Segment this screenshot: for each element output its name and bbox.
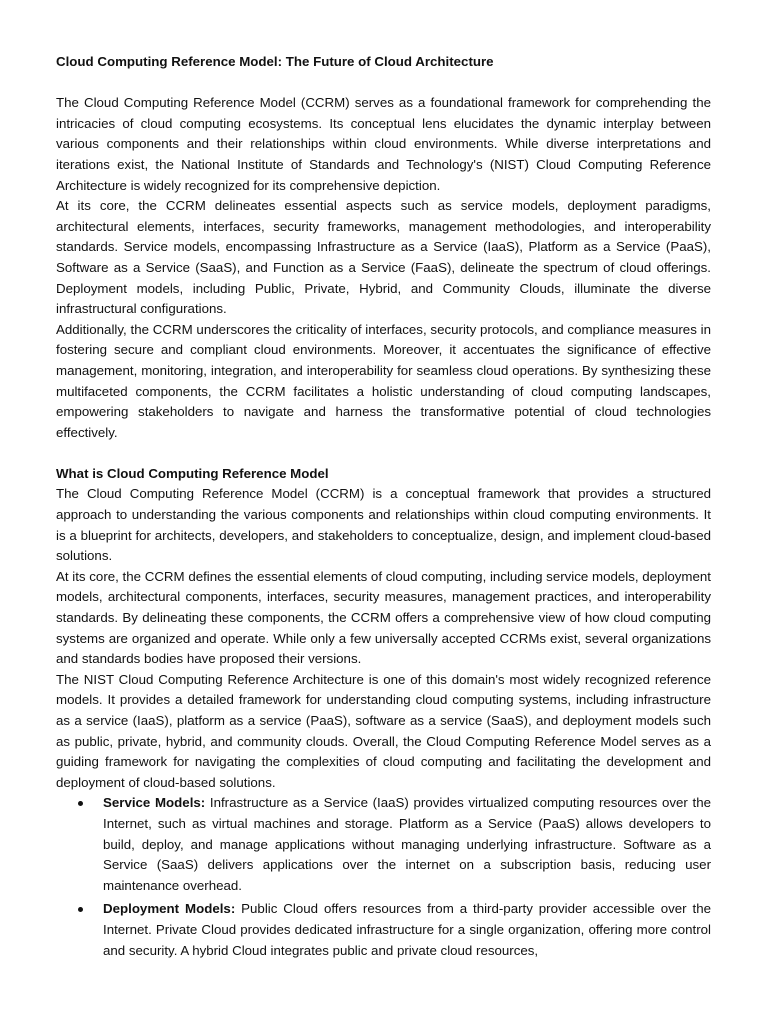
list-item — [56, 899, 711, 961]
intro-paragraph-3: Additionally, the CCRM underscores the criticality of interfaces, security protocols, and compliance measures in fostering secure and compliant cloud environments. Moreover, it accentuates the significance of effective management, monitoring, integration, and interoperability for seamless cloud operations. By synthesizing these multifaceted components, the CCRM facilitates a holistic understanding of cloud computing landscapes, empowering stakeholders to navigate and harness the transformative potential of cloud technologies effectively. — [56, 321, 711, 440]
section-paragraph-2: At its core, the CCRM defines the essential elements of cloud computing, including service models, deployment models, architectural components, interfaces, security measures, management practices, and interoperability standards. By delineating these components, the CCRM offers a comprehensive view of how cloud computing systems are organized and operate. While only a few universally accepted CCRMs exist, several organizations and standards bodies have proposed their versions. — [56, 568, 711, 667]
section-paragraph-3: The NIST Cloud Computing Reference Architecture is one of this domain's most widely recognized reference models. It provides a detailed framework for understanding cloud computing systems, including infrastructure as a service (IaaS), platform as a service (PaaS), software as a service (SaaS), and deployment models such as public, private, hybrid, and community clouds. Overall, the Cloud Computing Reference Model serves as a guiding framework for navigating the complexities of cloud computing and facilitating the development and deployment of cloud-based solutions. — [56, 671, 711, 790]
section-paragraph-1: The Cloud Computing Reference Model (CCRM) is a conceptual framework that provides a structured approach to understanding the various components and relationships within cloud computing environments. It is a blueprint for architects, developers, and stakeholders to conceptualize, design, and implement cloud-based solutions. — [56, 486, 711, 564]
document-title: Cloud Computing Reference Model: The Future of Cloud Architecture — [56, 54, 494, 69]
bullet-list — [56, 793, 711, 961]
section-spacer — [56, 443, 711, 464]
intro-paragraph-2: At its core, the CCRM delineates essential aspects such as service models, deployment paradigms, architectural elements, interfaces, security frameworks, management methodologies, and interoperability standards. Service models, encompassing Infrastructure as a Service (IaaS), Platform as a Service (PaaS), Software as a Service (SaaS), and Function as a Service (FaaS), delineate the spectrum of cloud offerings. Deployment models, including Public, Private, Hybrid, and Community Clouds, illuminate the diverse infrastructural configurations. — [56, 198, 711, 317]
bullet-icon — [78, 907, 83, 912]
bullet-text: Public Cloud offers resources from a third-party provider accessible over the Internet. Private Cloud provides dedicated infrastructure for a single organization, offering more control and security. A hybrid Cloud integrates public and private cloud resources, — [103, 901, 711, 958]
bullet-text: Infrastructure as a Service (IaaS) provides virtualized computing resources over the Internet, such as virtual machines and storage. Platform as a Service (PaaS) allows developers to build, deploy, and manage applications without managing underlying infrastructure. Software as a Service (SaaS) delivers applications over the internet on a subscription basis, reducing user maintenance overhead. — [103, 795, 711, 893]
bullet-icon — [78, 801, 83, 806]
document-page — [56, 52, 711, 964]
bullet-label: Service Models: — [103, 795, 206, 811]
bullet-label: Deployment Models: — [103, 901, 236, 917]
section-heading: What is Cloud Computing Reference Model — [56, 465, 329, 481]
intro-paragraph-1: The Cloud Computing Reference Model (CCRM) serves as a foundational framework for comprehending the intricacies of cloud computing ecosystems. Its conceptual lens elucidates the dynamic interplay between various components and their relationships within cloud environments. While diverse interpretations and iterations exist, the National Institute of Standards and Technology's (NIST) Cloud Computing Reference Architecture is widely recognized for its comprehensive depiction. — [56, 95, 711, 193]
list-item — [56, 793, 711, 896]
